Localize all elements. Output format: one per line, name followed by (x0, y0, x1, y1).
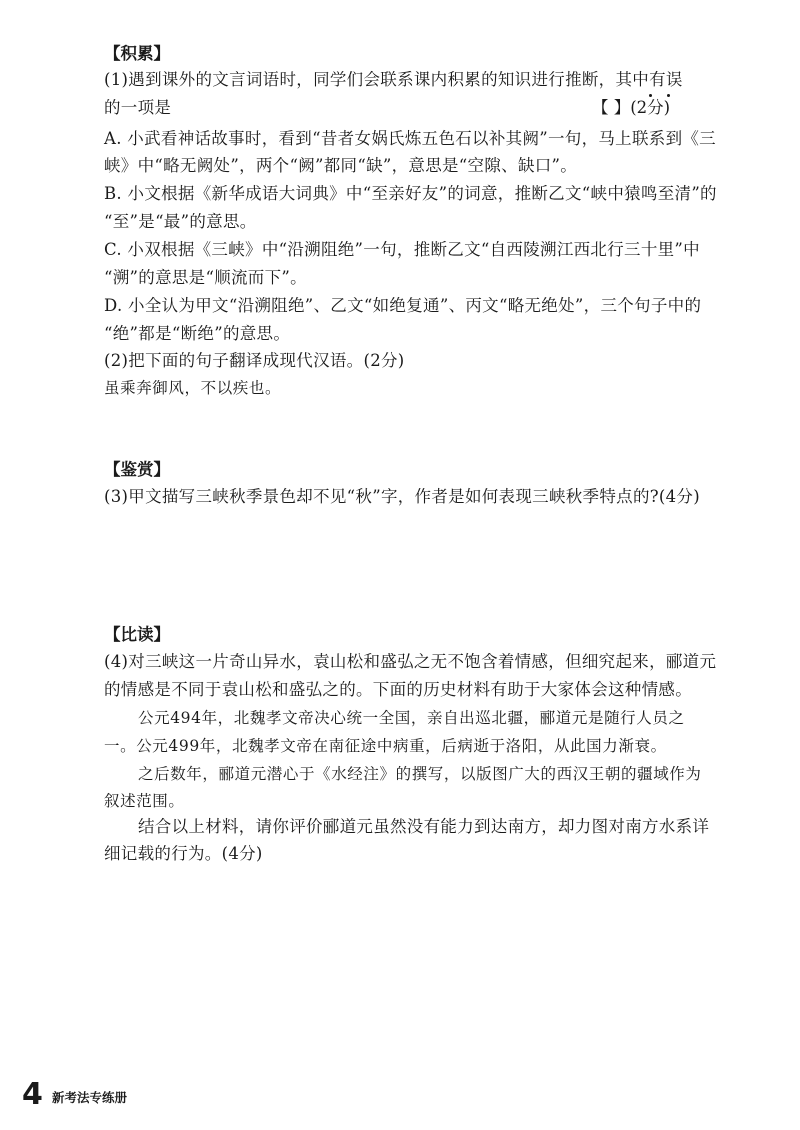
question-2-text: (2)把下面的句子翻译成现代汉语。(2分) (104, 351, 405, 370)
task-text: 结合以上材料，请你评价郦道元虽然没有能力到达南方，却力图对南方水系详 (138, 817, 710, 836)
question-2-sentence: 虽乘奔御风，不以疾也。 (104, 379, 282, 397)
answer-bracket: 【 】(2分) (592, 98, 671, 117)
option-c: C. 小双根据《三峡》中“沿溯阻绝”一句，推断乙文“自西陵溯江西北行三十里”中 (104, 240, 700, 259)
task-text-cont: 细记载的行为。(4分) (104, 844, 263, 863)
option-b-cont: “至”是“最”的意思。 (104, 212, 257, 231)
material-2-cont: 叙述范围。 (104, 792, 185, 810)
question-1-text-cont: 的一项是 (104, 98, 172, 117)
option-a-cont: 峡》中“略无阙处”，两个“阙”都同“缺”，意思是“空隙、缺口”。 (104, 156, 578, 175)
question-1-text: (1)遇到课外的文言词语时，同学们会联系课内积累的知识进行推断，其中有误 (104, 70, 683, 89)
question-4-text: (4)对三峡这一片奇山异水，袁山松和盛弘之无不饱含着情感，但细究起来，郦道元 (104, 652, 717, 671)
option-d-cont: “绝”都是“断绝”的意思。 (104, 324, 291, 343)
book-title: 新考法专练册 (52, 1090, 128, 1105)
question-4-text-cont: 的情感是不同于袁山松和盛弘之的。下面的历史材料有助于大家体会这种情感。 (104, 680, 692, 699)
section-heading-accumulation: 【积累】 (104, 44, 170, 63)
material-1: 公元494年，北魏孝文帝决心统一全国，亲自出巡北疆，郦道元是随行人员之 (138, 709, 685, 727)
page-number: 4 (22, 1077, 43, 1112)
section-heading-appreciation: 【鉴赏】 (104, 460, 170, 479)
option-d: D. 小全认为甲文“沿溯阻绝”、乙文“如绝复通”、丙文“略无绝处”，三个句子中的 (104, 296, 702, 315)
section-heading-comparison: 【比读】 (104, 625, 170, 644)
option-c-cont: “溯”的意思是“顺流而下”。 (104, 268, 307, 287)
material-2: 之后数年，郦道元潜心于《水经注》的撰写，以版图广大的西汉王朝的疆域作为 (138, 765, 702, 783)
material-1-cont: 一。公元499年，北魏孝文帝在南征途中病重，后病逝于洛阳，从此国力渐衰。 (104, 737, 667, 755)
option-a: A. 小武看神话故事时，看到“昔者女娲氏炼五色石以补其阙”一句，马上联系到《三 (104, 129, 716, 148)
option-b: B. 小文根据《新华成语大词典》中“至亲好友”的词意，推断乙文“峡中猿鸣至清”的 (104, 184, 717, 203)
question-3-text: (3)甲文描写三峡秋季景色却不见“秋”字，作者是如何表现三峡秋季特点的?(4分) (104, 487, 700, 506)
